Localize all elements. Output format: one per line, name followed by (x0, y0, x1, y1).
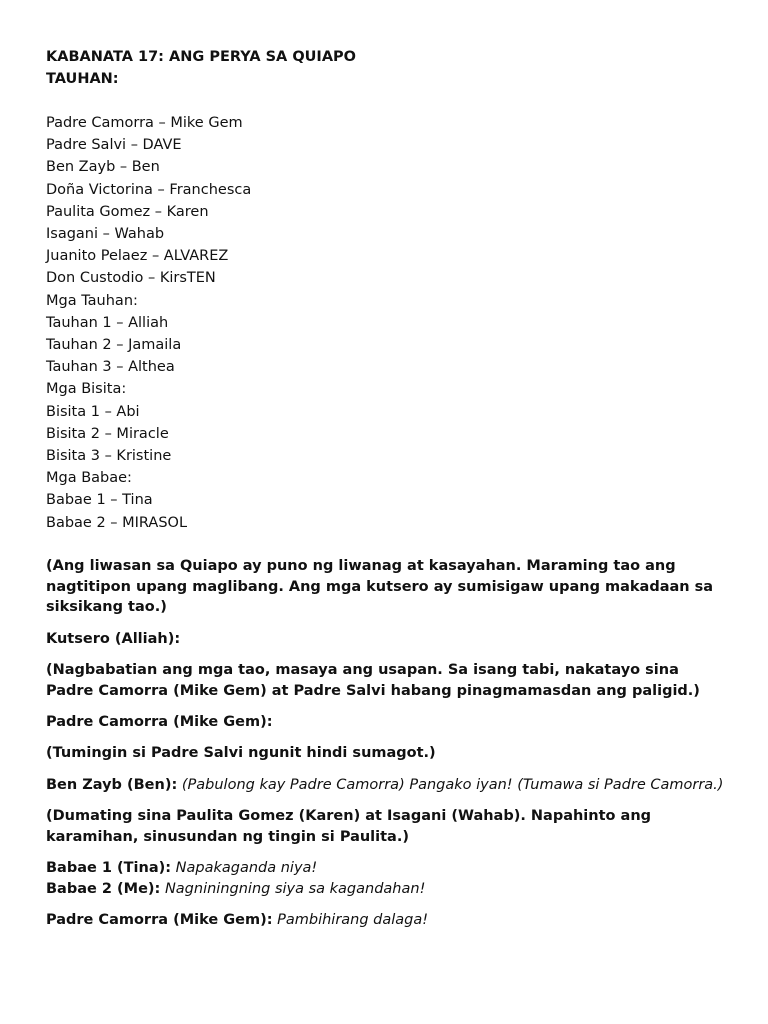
dialogue-text: (Pabulong kay Padre Camorra) Pangako iyan! (Tumawa si Padre Camorra.) (181, 776, 724, 793)
dialogue-text: Napakaganda niya! (175, 860, 318, 877)
stage-direction: (Ang liwasan sa Quiapo ay puno ng liwanag at kasayahan. Maraming tao ang nagtitipon upang maglibang. Ang mga kutsero ay sumisigaw upang makadaan sa siksikang tao.) (46, 557, 714, 616)
dialogue-line (46, 858, 726, 879)
chapter-title: KABANATA 17: ANG PERYA SA QUIAPO (46, 49, 357, 65)
cast-item: Bisita 1 – Abi (46, 403, 140, 420)
speaker-line: Padre Camorra (Mike Gem): (46, 714, 273, 731)
cast-item: Tauhan 3 – Althea (46, 359, 175, 376)
document-page (46, 46, 726, 942)
speaker-name: Ben Zayb (Ben): (46, 776, 178, 793)
cast-item: Bisita 2 – Miracle (46, 425, 169, 442)
cast-group-label: Mga Tauhan: (46, 292, 138, 309)
stage-direction: (Dumating sina Paulita Gomez (Karen) at Isagani (Wahab). Napahinto ang karamihan, sinusundan ng tingin si Paulita.) (46, 808, 652, 845)
cast-item: Don Custodio – KirsTEN (46, 270, 216, 287)
cast-item: Juanito Pelaez – ALVAREZ (46, 248, 229, 265)
cast-item: Doña Victorina – Franchesca (46, 181, 252, 198)
dialogue-line (46, 910, 726, 931)
cast-item: Paulita Gomez – Karen (46, 203, 209, 220)
cast-item: Padre Salvi – DAVE (46, 137, 182, 154)
cast-group-label: Mga Bisita: (46, 381, 127, 398)
cast-item: Isagani – Wahab (46, 226, 165, 243)
stage-direction: (Nagbabatian ang mga tao, masaya ang usapan. Sa isang tabi, nakatayo sina Padre Camorra (Mike Gem) at Padre Salvi habang pinagmamasdan ang paligid.) (46, 662, 700, 699)
cast-item: Ben Zayb – Ben (46, 159, 160, 176)
cast-list (46, 112, 726, 534)
dialogue-text: Nagniningning siya sa kagandahan! (164, 880, 426, 897)
speaker-name: Babae 2 (Me): (46, 880, 161, 897)
dialogue-line (46, 879, 726, 900)
speaker-line: Kutsero (Alliah): (46, 630, 181, 647)
stage-direction: (Tumingin si Padre Salvi ngunit hindi sumagot.) (46, 745, 436, 762)
speaker-name: Padre Camorra (Mike Gem): (46, 912, 273, 929)
cast-item: Tauhan 2 – Jamaila (46, 337, 182, 354)
dialogue-text: Pambihirang dalaga! (277, 912, 429, 929)
cast-item: Babae 1 – Tina (46, 492, 153, 509)
script-body (46, 556, 726, 931)
cast-item: Tauhan 1 – Alliah (46, 314, 169, 331)
cast-heading: TAUHAN: (46, 71, 119, 87)
cast-item: Padre Camorra – Mike Gem (46, 115, 243, 131)
cast-item: Bisita 3 – Kristine (46, 448, 172, 465)
cast-item: Babae 2 – MIRASOL (46, 514, 188, 531)
cast-group-label: Mga Babae: (46, 470, 132, 487)
dialogue-line (46, 775, 726, 796)
speaker-name: Babae 1 (Tina): (46, 860, 172, 877)
